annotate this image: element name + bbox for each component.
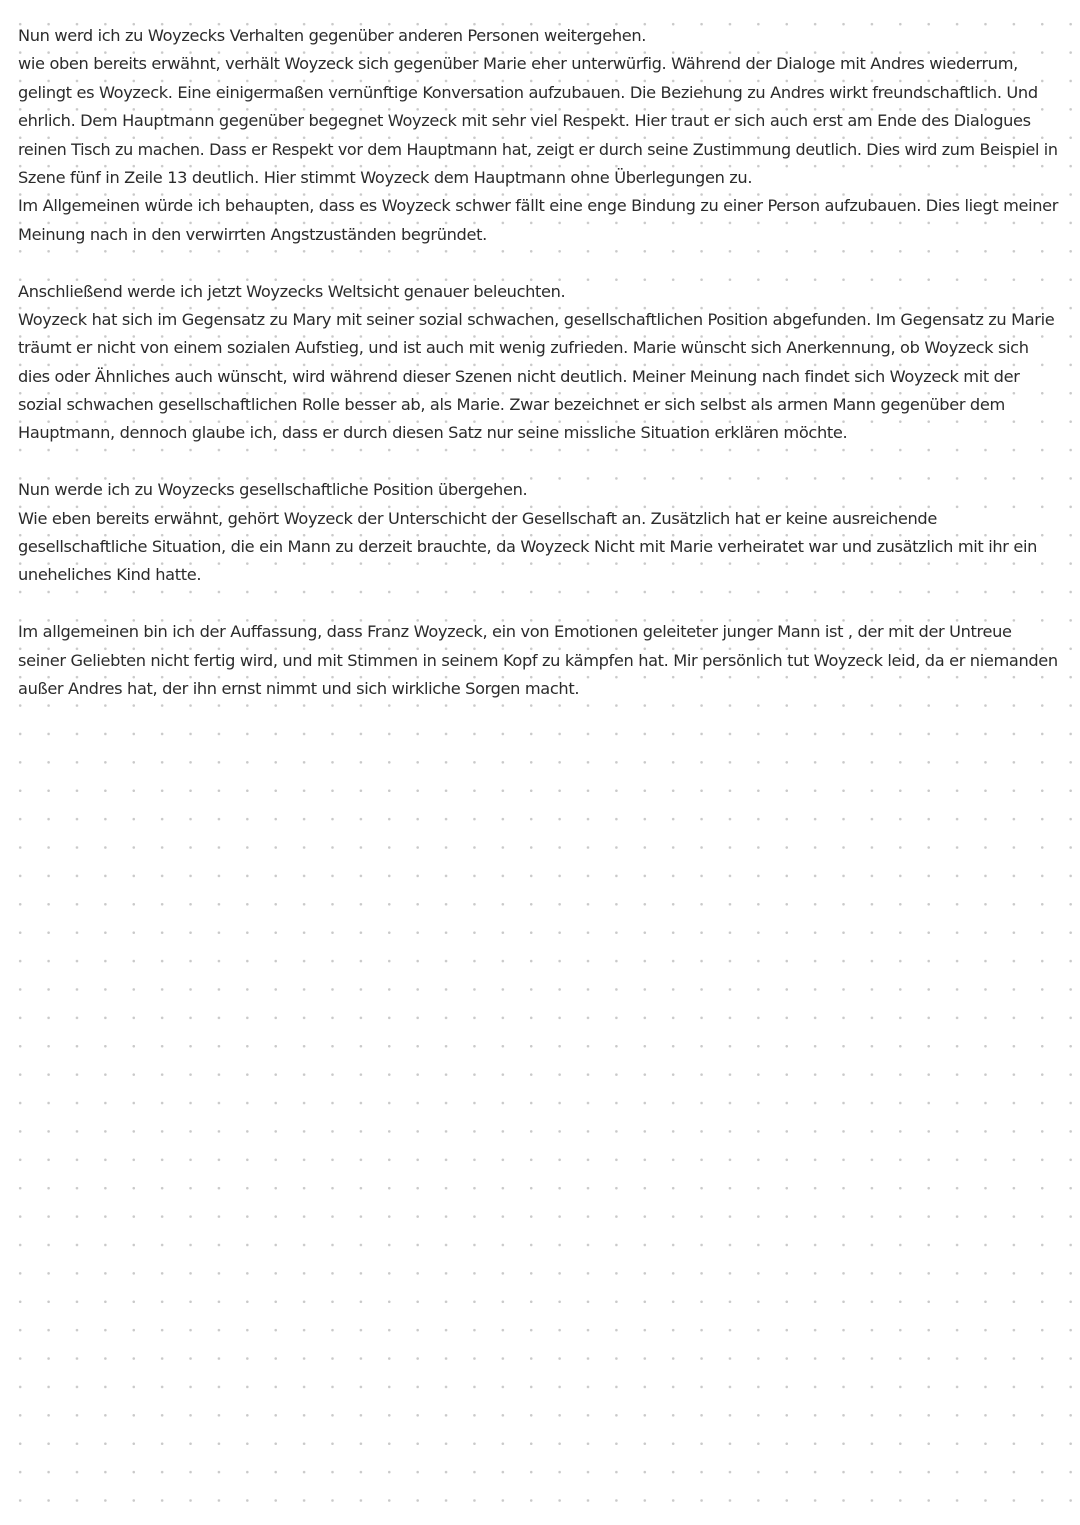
text-line: sozial schwachen gesellschaftlichen Rolle besser ab, als Marie. Zwar bezeichnet er sich selbst als armen Mann gegenüber dem [18,395,1005,415]
text-line: Nun werd ich zu Woyzecks Verhalten gegenüber anderen Personen weitergehen. [18,26,647,45]
text-line: träumt er nicht von einem sozialen Aufstieg, und ist auch mit wenig zufrieden. Marie wünscht sich Anerkennung, ob Woyzeck sich [18,338,1029,358]
text-line: Woyzeck hat sich im Gegensatz zu Mary mit seiner sozial schwachen, gesellschaftlichen Position abgefunden. Im Gegensatz zu Marie [18,309,1055,329]
text-line: gelingt es Woyzeck. Eine einigermaßen vernünftige Konversation aufzubauen. Die Beziehung zu Andres wirkt freundschaftlich. Und [18,82,1038,102]
text-line: Im Allgemeinen würde ich behaupten, dass es Woyzeck schwer fällt eine enge Bindung zu einer Person aufzubauen. Dies liegt meiner [18,196,1059,216]
text-line: Anschließend werde ich jetzt Woyzecks Weltsicht genauer beleuchten. [18,281,566,301]
text-line: Wie eben bereits erwähnt, gehört Woyzeck der Unterschicht der Gesellschaft an. Zusätzlich hat er keine ausreichende [18,508,937,528]
paragraph-behavior-toward-others [18,22,1058,249]
text-line: gesellschaftliche Situation, die ein Mann zu derzeit brauchte, da Woyzeck Nicht mit Marie verheiratet war und zusätzlich mit ihr ein [18,537,1038,557]
text-line: reinen Tisch zu machen. Dass er Respekt vor dem Hauptmann hat, zeigt er durch seine Zustimmung deutlich. Dies wird zum Beispiel in [18,139,1058,159]
text-line: dies oder Ähnliches auch wünscht, wird während dieser Szenen nicht deutlich. Meiner Meinung nach findet sich Woyzeck mit der [18,366,1020,386]
handwritten-essay-page [18,22,1058,732]
text-line: wie oben bereits erwähnt, verhält Woyzeck sich gegenüber Marie eher unterwürfig. Während der Dialoge mit Andres wiederrum, [18,54,1018,74]
paragraph-conclusion [18,618,1058,703]
paragraph-worldview [18,278,1058,448]
paragraph-social-position [18,476,1058,590]
text-line: Meinung nach in den verwirrten Angstzuständen begründet. [18,224,487,244]
text-line: Nun werde ich zu Woyzecks gesellschaftliche Position übergehen. [18,480,528,500]
text-line: Im allgemeinen bin ich der Auffassung, dass Franz Woyzeck, ein von Emotionen geleiteter junger Mann ist , der mit der Untreue [18,622,1012,642]
text-line: außer Andres hat, der ihn ernst nimmt und sich wirkliche Sorgen macht. [18,678,580,698]
text-line: Hauptmann, dennoch glaube ich, dass er durch diesen Satz nur seine missliche Situation erklären möchte. [18,423,848,443]
text-line: Szene fünf in Zeile 13 deutlich. Hier stimmt Woyzeck dem Hauptmann ohne Überlegungen zu. [18,167,753,187]
text-line: seiner Geliebten nicht fertig wird, und mit Stimmen in seinem Kopf zu kämpfen hat. Mir persönlich tut Woyzeck leid, da er niemanden [18,650,1058,670]
text-line: ehrlich. Dem Hauptmann gegenüber begegnet Woyzeck mit sehr viel Respekt. Hier traut er sich auch erst am Ende des Dialogues [18,111,1031,131]
text-line: uneheliches Kind hatte. [18,565,202,585]
